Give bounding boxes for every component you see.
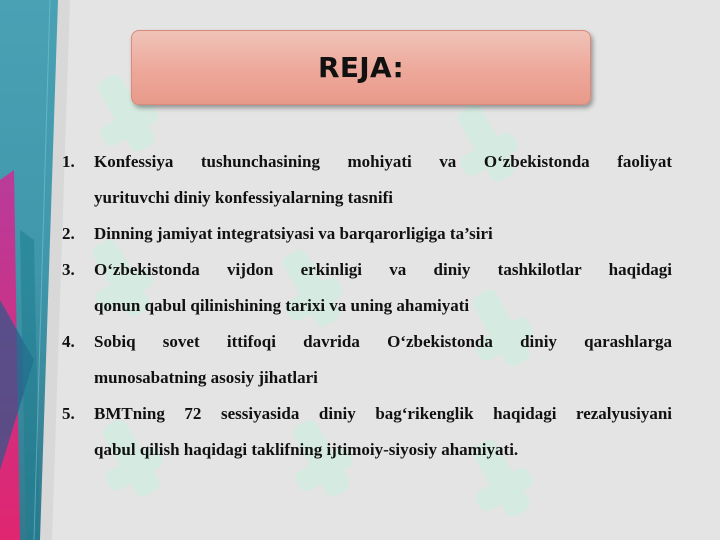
item-text xyxy=(94,396,672,468)
item-line: qabul qilish haqidagi taklifning ijtimoiy-siyosiy ahamiyati. xyxy=(94,440,519,459)
agenda-item-2 xyxy=(62,216,672,252)
item-line: munosabatning asosiy jihatlari xyxy=(94,368,318,387)
agenda-item-1 xyxy=(62,144,672,216)
agenda-item-5 xyxy=(62,396,672,468)
slide-title: REJA: xyxy=(318,51,404,84)
item-line: Sobiq sovet ittifoqi davrida O‘zbekistonda diniy qarashlarga xyxy=(94,332,672,351)
item-line: Konfessiya tushunchasining mohiyati va O‘zbekistonda faoliyat xyxy=(94,152,672,171)
item-number: 3. xyxy=(62,260,75,279)
item-line: qonun qabul qilinishining tarixi va uning ahamiyati xyxy=(94,296,470,315)
item-line: Dinning jamiyat integratsiyasi va barqarorligiga ta’siri xyxy=(94,224,493,243)
agenda-list xyxy=(62,144,672,468)
agenda-item-4 xyxy=(62,324,672,396)
item-number: 5. xyxy=(62,404,75,423)
item-text xyxy=(94,252,672,324)
item-line: O‘zbekistonda vijdon erkinligi va diniy tashkilotlar haqidagi xyxy=(94,260,672,279)
item-number: 2. xyxy=(62,224,75,243)
item-number: 1. xyxy=(62,152,75,171)
agenda-item-3 xyxy=(62,252,672,324)
item-number: 4. xyxy=(62,332,75,351)
item-line: yurituvchi diniy konfessiyalarning tasnifi xyxy=(94,188,393,207)
item-text xyxy=(94,144,672,216)
item-line: BMTning 72 sessiyasida diniy bag‘rikenglik haqidagi rezalyusiyani xyxy=(94,404,672,423)
item-text xyxy=(94,324,672,396)
item-text xyxy=(94,216,672,252)
title-box xyxy=(131,30,591,105)
